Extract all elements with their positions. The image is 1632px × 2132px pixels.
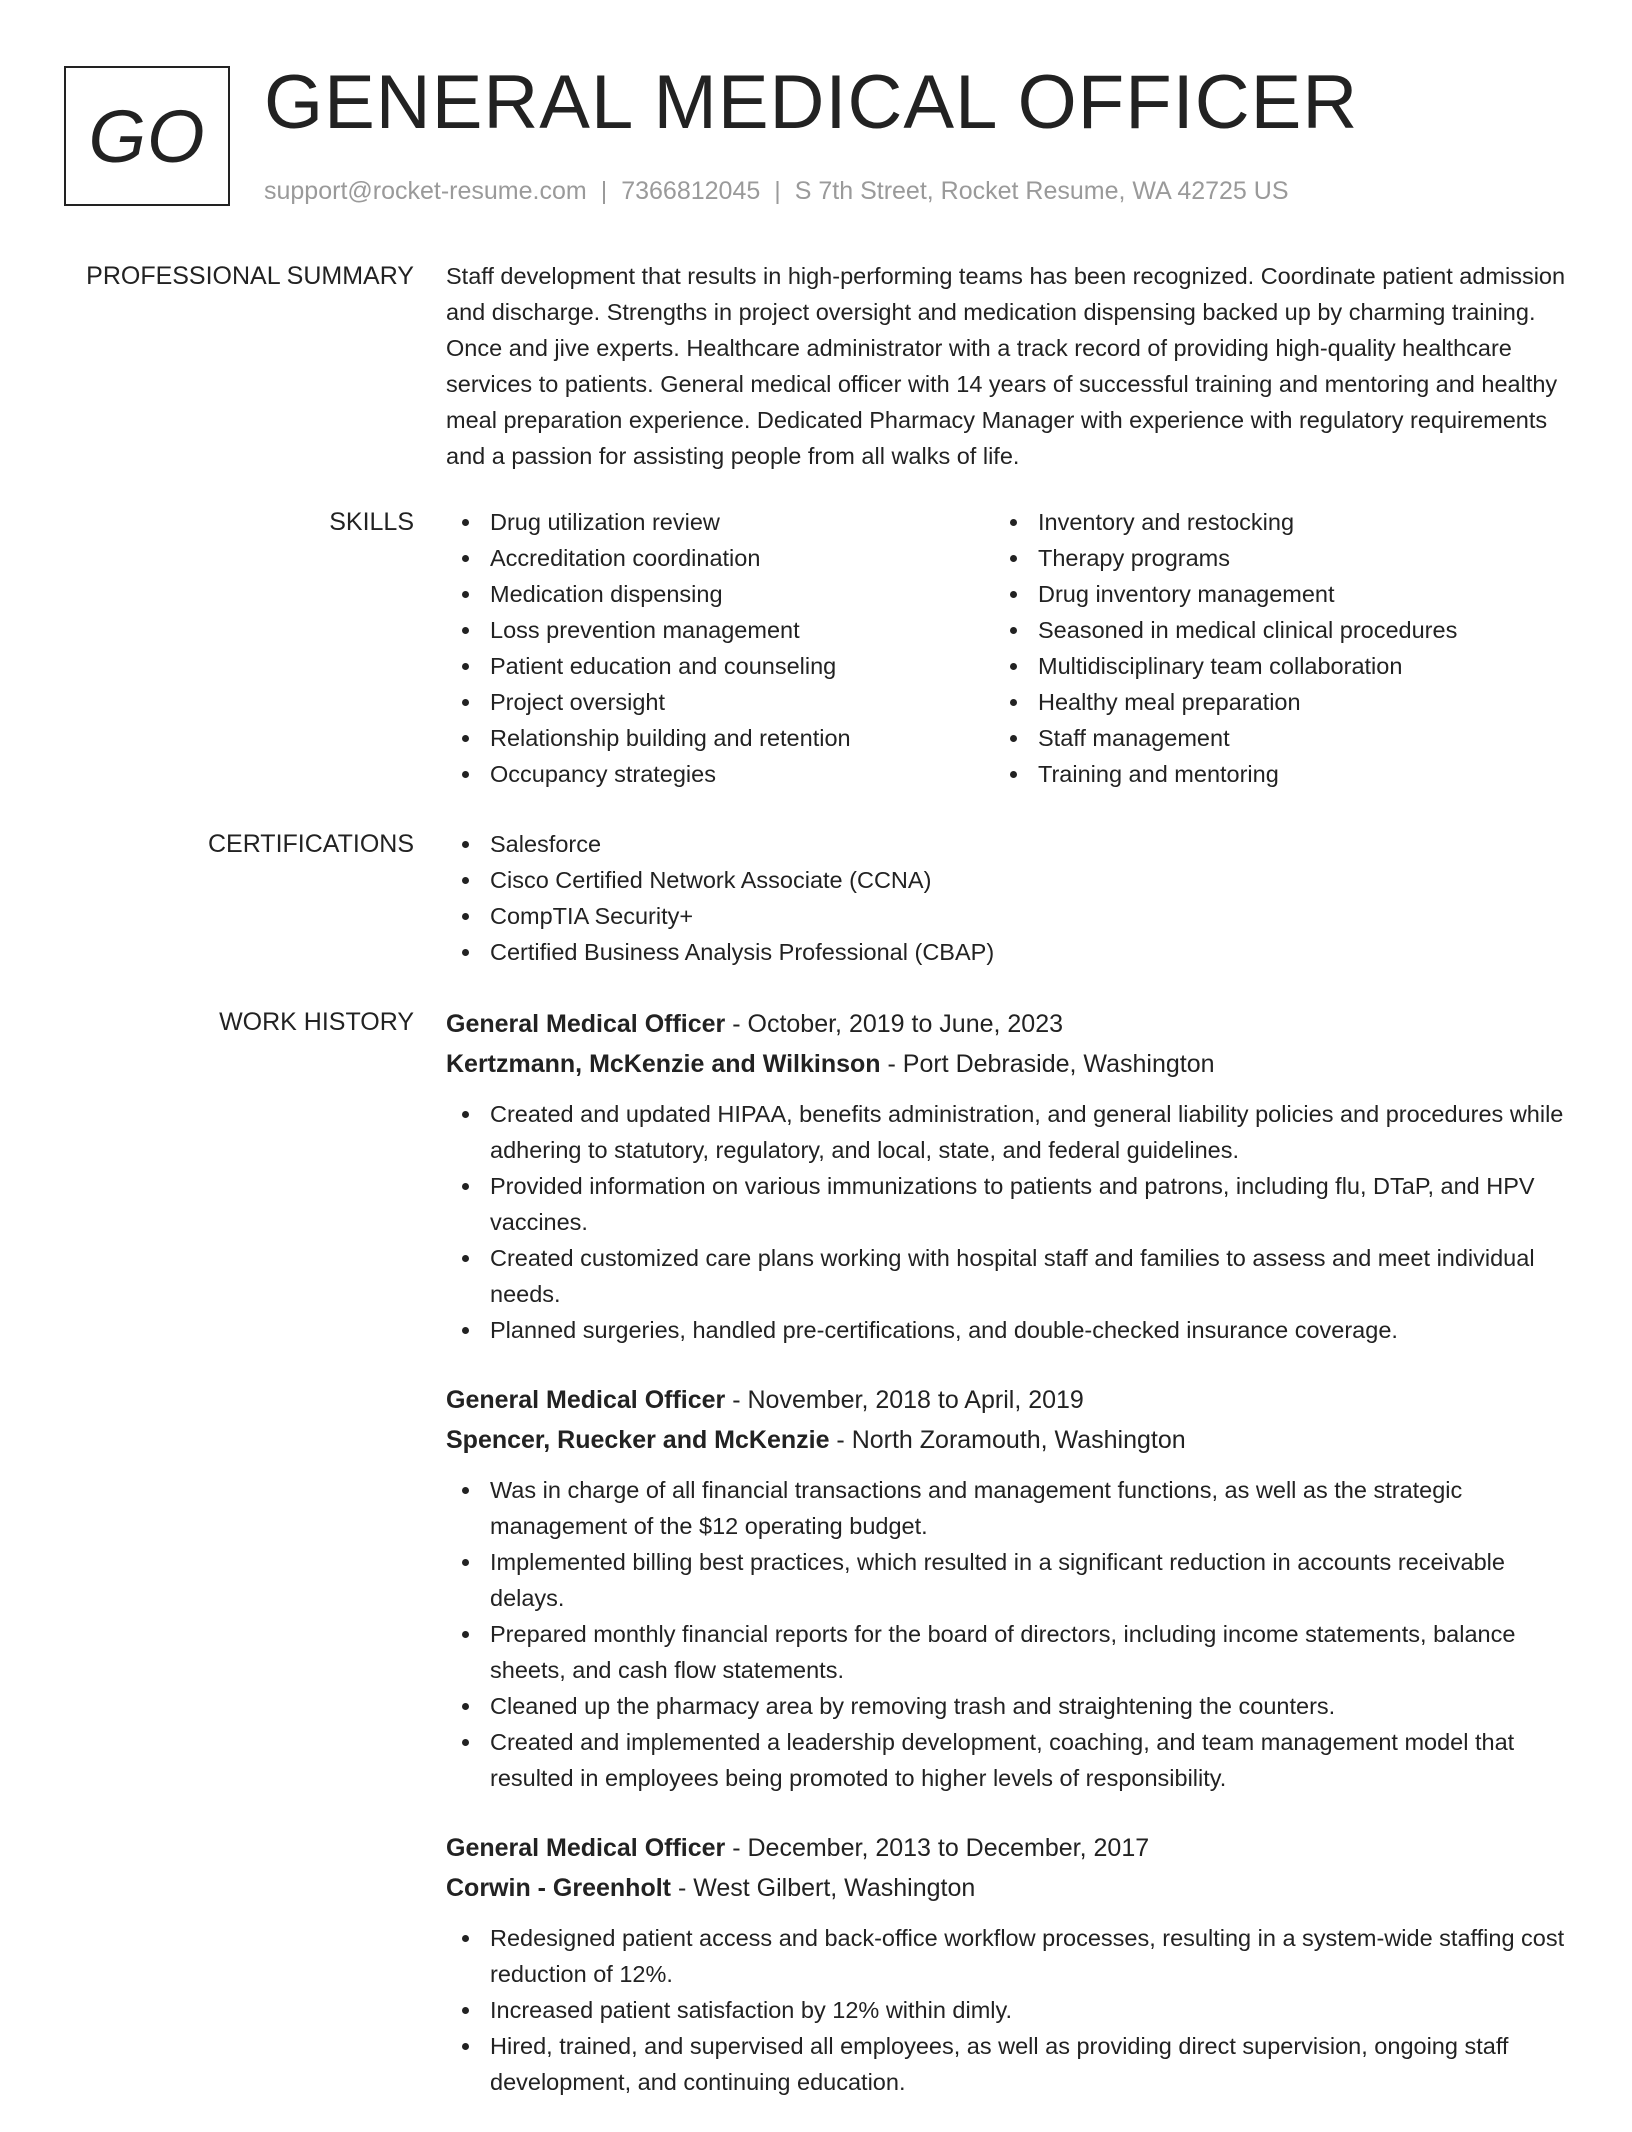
section-label-work-history: WORK HISTORY [219,1008,414,1036]
list-item: Training and mentoring [994,756,1542,792]
job-dates: - October, 2019 to June, 2023 [725,1010,1064,1038]
list-item: Created customized care plans working with hospital staff and families to assess and meet individual needs. [446,1240,1566,1312]
job-title-line [446,1004,1566,1044]
list-item: Increased patient satisfaction by 12% within dimly. [446,1992,1566,2028]
job-title: General Medical Officer [446,1386,726,1414]
contact-separator: | [774,177,781,205]
section-label-summary: PROFESSIONAL SUMMARY [86,262,414,290]
job-title-line [446,1828,1566,1868]
list-item: Loss prevention management [446,612,994,648]
job-location: - North Zoramouth, Washington [829,1426,1186,1454]
list-item: Was in charge of all financial transactions and management functions, as well as the strategic management of the $12 operating budget. [446,1472,1566,1544]
work-history-body [446,1004,1566,2132]
list-item: Provided information on various immunizations to patients and patrons, including flu, DTaP, and HPV vaccines. [446,1168,1566,1240]
monogram-initials: GO [64,66,230,206]
list-item: Cleaned up the pharmacy area by removing trash and straightening the counters. [446,1688,1566,1724]
job-duties-list [446,1920,1566,2100]
job-title: General Medical Officer [446,1834,726,1862]
job-company-line [446,1868,1566,1908]
page-title: GENERAL MEDICAL OFFICER [264,60,1359,145]
job-company: Corwin - Greenholt [446,1874,671,1902]
list-item: Multidisciplinary team collaboration [994,648,1542,684]
job-company-line [446,1044,1566,1084]
job-duties-list [446,1472,1566,1796]
skills-list-right [994,504,1542,792]
contact-separator: | [600,177,608,205]
job-entry [446,1004,1566,1348]
certifications-list [446,826,1566,970]
list-item: Medication dispensing [446,576,994,612]
skills-list-left [446,504,994,792]
list-item: Created and implemented a leadership development, coaching, and team management model that resulted in employees being promoted to higher levels of responsibility. [446,1724,1566,1796]
contact-phone[interactable]: 7366812045 [621,177,761,205]
job-title: General Medical Officer [446,1010,726,1038]
list-item: CompTIA Security+ [446,898,1566,934]
job-title-line [446,1380,1566,1420]
list-item: Inventory and restocking [994,504,1542,540]
list-item: Project oversight [446,684,994,720]
list-item: Certified Business Analysis Professional (CBAP) [446,934,1566,970]
summary-text: Staff development that results in high-performing teams has been recognized. Coordinate patient admission and discharge. Strengths in project oversight and medication dispensing backed up by charming training. Once and jive experts. Healthcare administrator with a track record of providing high-quality healthcare services to patients. General medical officer with 14 years of successful training and mentoring and healthy meal preparation experience. Dedicated Pharmacy Manager with experience with regulatory requirements and a passion for assisting people from all walks of life. [446,263,1566,469]
job-location: - Port Debraside, Washington [880,1050,1215,1078]
job-duties-list [446,1096,1566,1348]
list-item: Planned surgeries, handled pre-certifications, and double-checked insurance coverage. [446,1312,1566,1348]
section-label-skills: SKILLS [329,508,414,536]
list-item: Prepared monthly financial reports for the board of directors, including income statements, balance sheets, and cash flow statements. [446,1616,1566,1688]
summary-body [446,258,1566,474]
job-entry [446,1828,1566,2100]
list-item: Implemented billing best practices, which resulted in a significant reduction in accounts receivable delays. [446,1544,1566,1616]
list-item: Healthy meal preparation [994,684,1542,720]
list-item: Drug utilization review [446,504,994,540]
list-item: Seasoned in medical clinical procedures [994,612,1542,648]
list-item: Cisco Certified Network Associate (CCNA) [446,862,1566,898]
job-entry [446,1380,1566,1796]
list-item: Salesforce [446,826,1566,862]
list-item: Accreditation coordination [446,540,994,576]
job-company: Kertzmann, McKenzie and Wilkinson [446,1050,881,1078]
contact-address: S 7th Street, Rocket Resume, WA 42725 US [794,177,1289,205]
list-item: Hired, trained, and supervised all employees, as well as providing direct supervision, ongoing staff development, and continuing education. [446,2028,1566,2100]
job-company-line [446,1420,1566,1460]
list-item: Therapy programs [994,540,1542,576]
section-label-certifications: CERTIFICATIONS [207,830,414,858]
certifications-body [446,826,1566,970]
list-item: Patient education and counseling [446,648,994,684]
list-item: Drug inventory management [994,576,1542,612]
list-item: Redesigned patient access and back-office workflow processes, resulting in a system-wide staffing cost reduction of 12%. [446,1920,1566,1992]
job-location: - West Gilbert, Washington [671,1874,976,1902]
contact-email[interactable]: support@rocket-resume.com [264,177,587,205]
list-item: Staff management [994,720,1542,756]
skills-body [446,504,1566,792]
list-item: Created and updated HIPAA, benefits administration, and general liability policies and procedures while adhering to statutory, regulatory, and local, state, and federal guidelines. [446,1096,1566,1168]
job-dates: - December, 2013 to December, 2017 [725,1834,1150,1862]
list-item: Occupancy strategies [446,756,994,792]
job-dates: - November, 2018 to April, 2019 [725,1386,1084,1414]
job-company: Spencer, Ruecker and McKenzie [446,1426,830,1454]
contact-line [264,174,1289,208]
list-item: Relationship building and retention [446,720,994,756]
